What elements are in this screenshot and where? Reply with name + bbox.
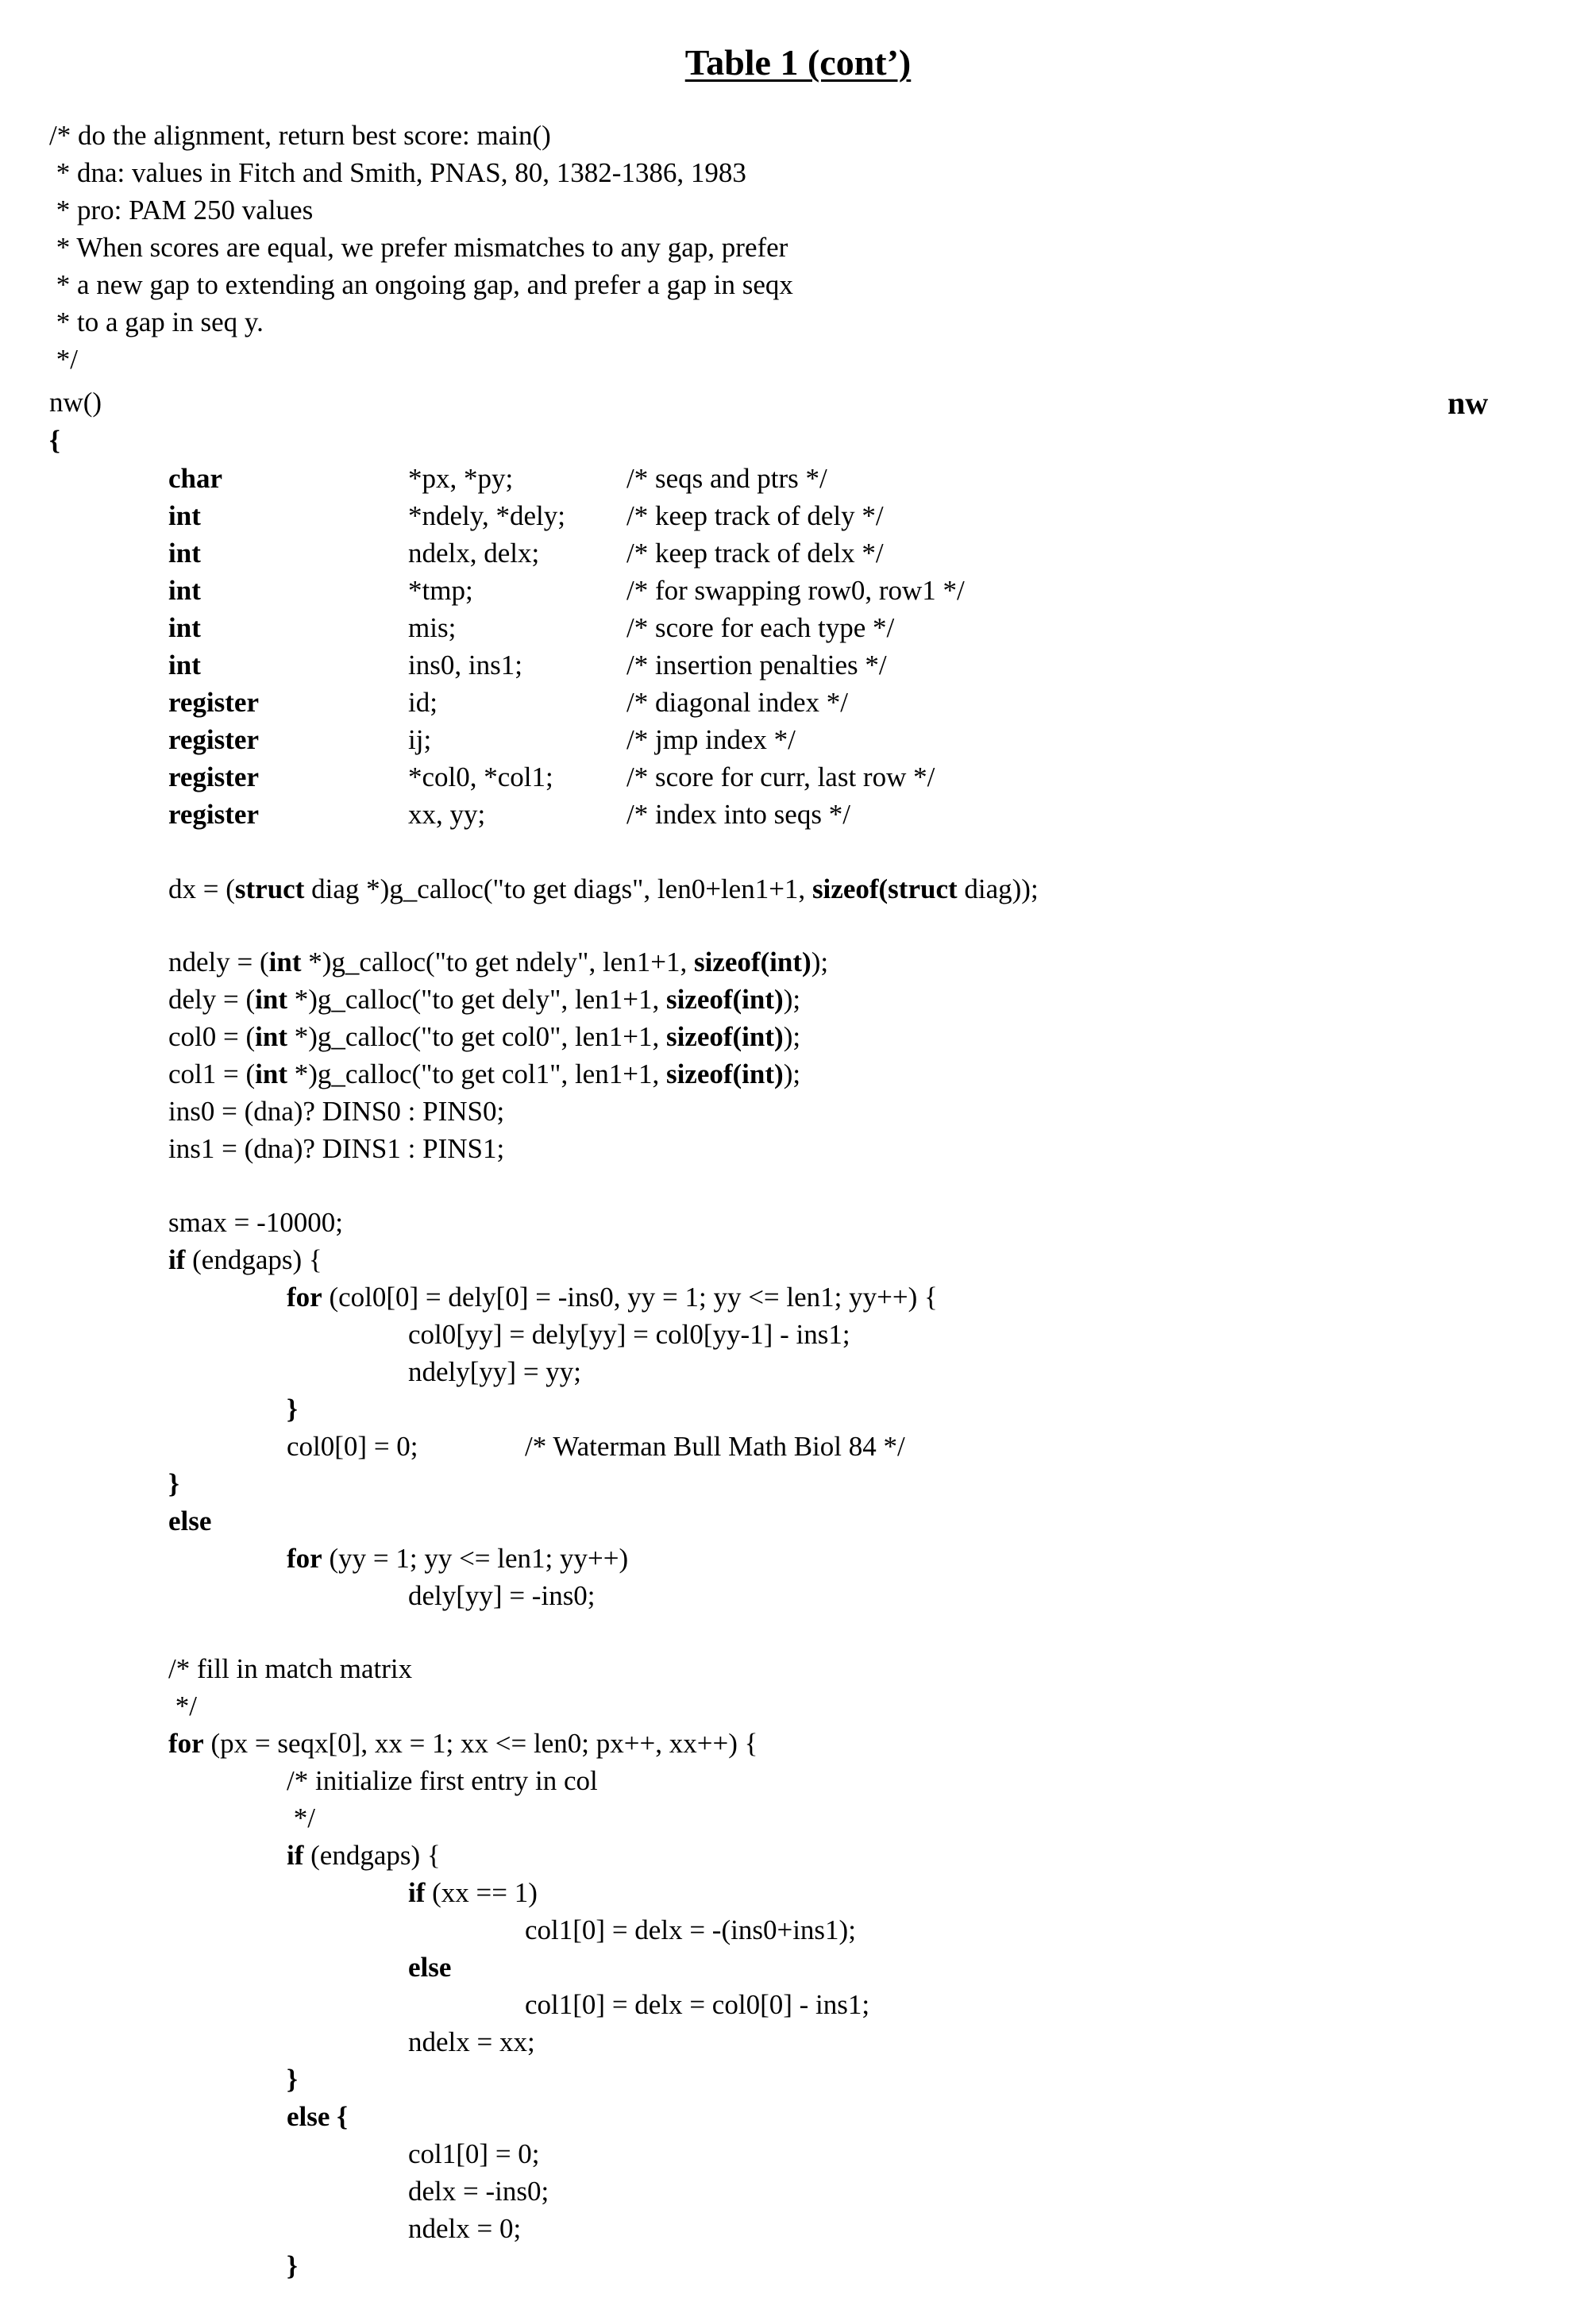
code-text: ndelx = 0; <box>408 2213 522 2244</box>
header-comment-line: * to a gap in seq y. <box>49 307 264 337</box>
code-text: smax = -10000; <box>168 1207 343 1238</box>
code-text: /* fill in match matrix <box>168 1653 413 1684</box>
code-line <box>168 1467 179 1502</box>
code-text: (col0[0] = dely[0] = -ins0, yy = 1; yy <= len1; yy++) { <box>322 1282 938 1313</box>
code-line <box>168 1243 322 1278</box>
code-line <box>525 1913 856 1948</box>
code-keyword: sizeof(int) <box>665 1058 784 1089</box>
code-text: col1[0] = 0; <box>408 2138 540 2169</box>
header-comment-line: * pro: PAM 250 values <box>49 195 314 226</box>
code-line <box>168 945 828 980</box>
code-text: col0 = ( <box>168 1021 256 1052</box>
decl-type: int <box>168 650 201 680</box>
code-text: col1 = ( <box>168 1058 256 1089</box>
decl-vars: ij; <box>408 724 432 755</box>
code-keyword: } <box>168 1468 179 1499</box>
code-line <box>287 1764 598 1799</box>
code-line <box>168 1726 758 1761</box>
code-text: *)g_calloc("to get col1", len1+1, <box>287 1058 666 1089</box>
header-comment-line: * dna: values in Fitch and Smith, PNAS, 80, 1382-1386, 1983 <box>49 157 746 188</box>
code-text: dely[yy] = -ins0; <box>408 1580 596 1611</box>
code-keyword: int <box>255 1058 288 1089</box>
code-line <box>287 1280 938 1315</box>
code-line <box>168 1504 211 1539</box>
code-keyword: else <box>408 1952 452 1983</box>
code-line <box>168 872 1039 907</box>
code-text: ins0 = (dna)? DINS0 : PINS0; <box>168 1096 505 1127</box>
code-line <box>287 1392 298 1427</box>
code-line <box>287 1429 418 1464</box>
code-keyword: int <box>255 984 288 1015</box>
decl-comment: /* for swapping row0, row1 */ <box>626 575 965 606</box>
code-text: dely = ( <box>168 984 256 1015</box>
code-text: col1[0] = delx = col0[0] - ins1; <box>525 1989 870 2020</box>
code-keyword: sizeof(struct <box>811 873 958 904</box>
decl-type: int <box>168 612 201 643</box>
code-line <box>408 2174 549 2209</box>
code-text: ); <box>783 1058 801 1089</box>
code-keyword: int <box>268 947 302 977</box>
decl-type: register <box>168 799 260 830</box>
decl-type: char <box>168 463 223 494</box>
code-line <box>408 1876 538 1910</box>
code-text: ); <box>783 984 801 1015</box>
code-text: */ <box>168 1691 197 1721</box>
code-text: *)g_calloc("to get col0", len1+1, <box>287 1021 666 1052</box>
code-line <box>168 1057 800 1092</box>
code-text: col0[0] = 0; <box>287 1431 418 1462</box>
code-keyword: for <box>168 1728 204 1759</box>
code-keyword: } <box>287 2250 298 2281</box>
code-keyword: sizeof(int) <box>665 1021 784 1052</box>
code-line <box>168 1652 412 1687</box>
code-text: col0[yy] = dely[yy] = col0[yy-1] - ins1; <box>408 1319 850 1350</box>
code-keyword: for <box>287 1543 322 1574</box>
decl-vars: *col0, *col1; <box>408 761 553 792</box>
code-text: (endgaps) { <box>303 1840 441 1871</box>
decl-type: register <box>168 724 260 755</box>
decl-type: register <box>168 687 260 718</box>
open-brace: { <box>49 425 60 456</box>
code-keyword: int <box>255 1021 288 1052</box>
decl-comment: /* keep track of delx */ <box>626 538 884 569</box>
code-text: ); <box>783 1021 801 1052</box>
decl-comment: /* keep track of dely */ <box>626 500 884 531</box>
code-line <box>287 1801 315 1836</box>
code-line <box>287 1541 628 1576</box>
code-text: diag *)g_calloc("to get diags", len0+len1+1, <box>304 873 812 904</box>
code-text: *)g_calloc("to get ndely", len1+1, <box>301 947 694 977</box>
decl-vars: id; <box>408 687 438 718</box>
code-keyword: { <box>330 2101 348 2132</box>
decl-vars: xx, yy; <box>408 799 486 830</box>
code-keyword: struct <box>234 873 305 904</box>
decl-type: int <box>168 575 201 606</box>
code-text: delx = -ins0; <box>408 2176 549 2207</box>
header-comment-line: * a new gap to extending an ongoing gap, and prefer a gap in seqx <box>49 269 793 300</box>
code-keyword: } <box>287 1394 298 1425</box>
section-label: nw <box>1448 385 1489 421</box>
code-keyword: else <box>168 1506 212 1536</box>
header-comment-line: /* do the alignment, return best score: main() <box>49 120 551 151</box>
decl-comment: /* seqs and ptrs */ <box>626 463 827 494</box>
code-text: col1[0] = delx = -(ins0+ins1); <box>525 1914 856 1945</box>
decl-vars: *px, *py; <box>408 463 514 494</box>
function-signature: nw() <box>49 387 102 418</box>
code-line <box>168 1205 343 1240</box>
code-line <box>408 1317 850 1352</box>
code-line <box>408 2211 521 2246</box>
decl-comment: /* index into seqs */ <box>626 799 850 830</box>
code-text: ndelx = xx; <box>408 2026 535 2057</box>
page-title: Table 1 (cont’) <box>684 42 912 83</box>
code-keyword: sizeof(int) <box>693 947 811 977</box>
code-keyword: sizeof(int) <box>665 984 784 1015</box>
decl-comment: /* jmp index */ <box>626 724 796 755</box>
code-line <box>168 1094 504 1129</box>
code-text: diag)); <box>957 873 1039 904</box>
code-text: (px = seqx[0], xx = 1; xx <= len0; px++, xx++) { <box>203 1728 758 1759</box>
code-text: ); <box>811 947 829 977</box>
code-text: /* initialize first entry in col <box>287 1765 598 1796</box>
decl-vars: ins0, ins1; <box>408 650 522 680</box>
code-keyword: } <box>287 2064 298 2095</box>
code-line <box>287 2249 298 2284</box>
code-keyword: if <box>168 1244 186 1275</box>
code-text: dx = ( <box>168 873 235 904</box>
code-line <box>408 1579 596 1614</box>
header-comment-line: */ <box>49 344 78 375</box>
decl-type: int <box>168 500 201 531</box>
code-line <box>168 982 800 1017</box>
code-text: ins1 = (dna)? DINS1 : PINS1; <box>168 1133 505 1164</box>
code-keyword: else <box>287 2101 330 2132</box>
decl-vars: ndelx, delx; <box>408 538 540 569</box>
code-line <box>408 1950 451 1985</box>
code-line <box>525 1988 869 2022</box>
code-line <box>168 1689 197 1724</box>
code-line <box>168 1132 504 1166</box>
code-text: (yy = 1; yy <= len1; yy++) <box>322 1543 629 1574</box>
code-line <box>408 2025 535 2060</box>
code-line <box>287 2099 348 2134</box>
decl-vars: *ndely, *dely; <box>408 500 565 531</box>
code-text: (endgaps) { <box>185 1244 322 1275</box>
code-line <box>287 1838 441 1873</box>
decl-type: int <box>168 538 201 569</box>
code-text: *)g_calloc("to get dely", len1+1, <box>287 984 666 1015</box>
code-keyword: for <box>287 1282 322 1313</box>
code-keyword: if <box>287 1840 304 1871</box>
decl-type: register <box>168 761 260 792</box>
code-text: ndely = ( <box>168 947 269 977</box>
code-keyword: if <box>408 1877 426 1908</box>
code-line <box>408 1355 581 1390</box>
code-line <box>168 1020 800 1054</box>
decl-vars: *tmp; <box>408 575 473 606</box>
decl-comment: /* insertion penalties */ <box>626 650 887 680</box>
decl-vars: mis; <box>408 612 457 643</box>
code-line <box>287 2062 298 2097</box>
code-text: (xx == 1) <box>425 1877 538 1908</box>
code-text: ndely[yy] = yy; <box>408 1356 582 1387</box>
inline-comment: /* Waterman Bull Math Biol 84 */ <box>525 1431 905 1462</box>
code-text: */ <box>287 1802 315 1833</box>
header-comment-line: * When scores are equal, we prefer mismatches to any gap, prefer <box>49 232 788 263</box>
code-line <box>408 2137 540 2172</box>
decl-comment: /* score for each type */ <box>626 612 895 643</box>
decl-comment: /* score for curr, last row */ <box>626 761 935 792</box>
decl-comment: /* diagonal index */ <box>626 687 848 718</box>
